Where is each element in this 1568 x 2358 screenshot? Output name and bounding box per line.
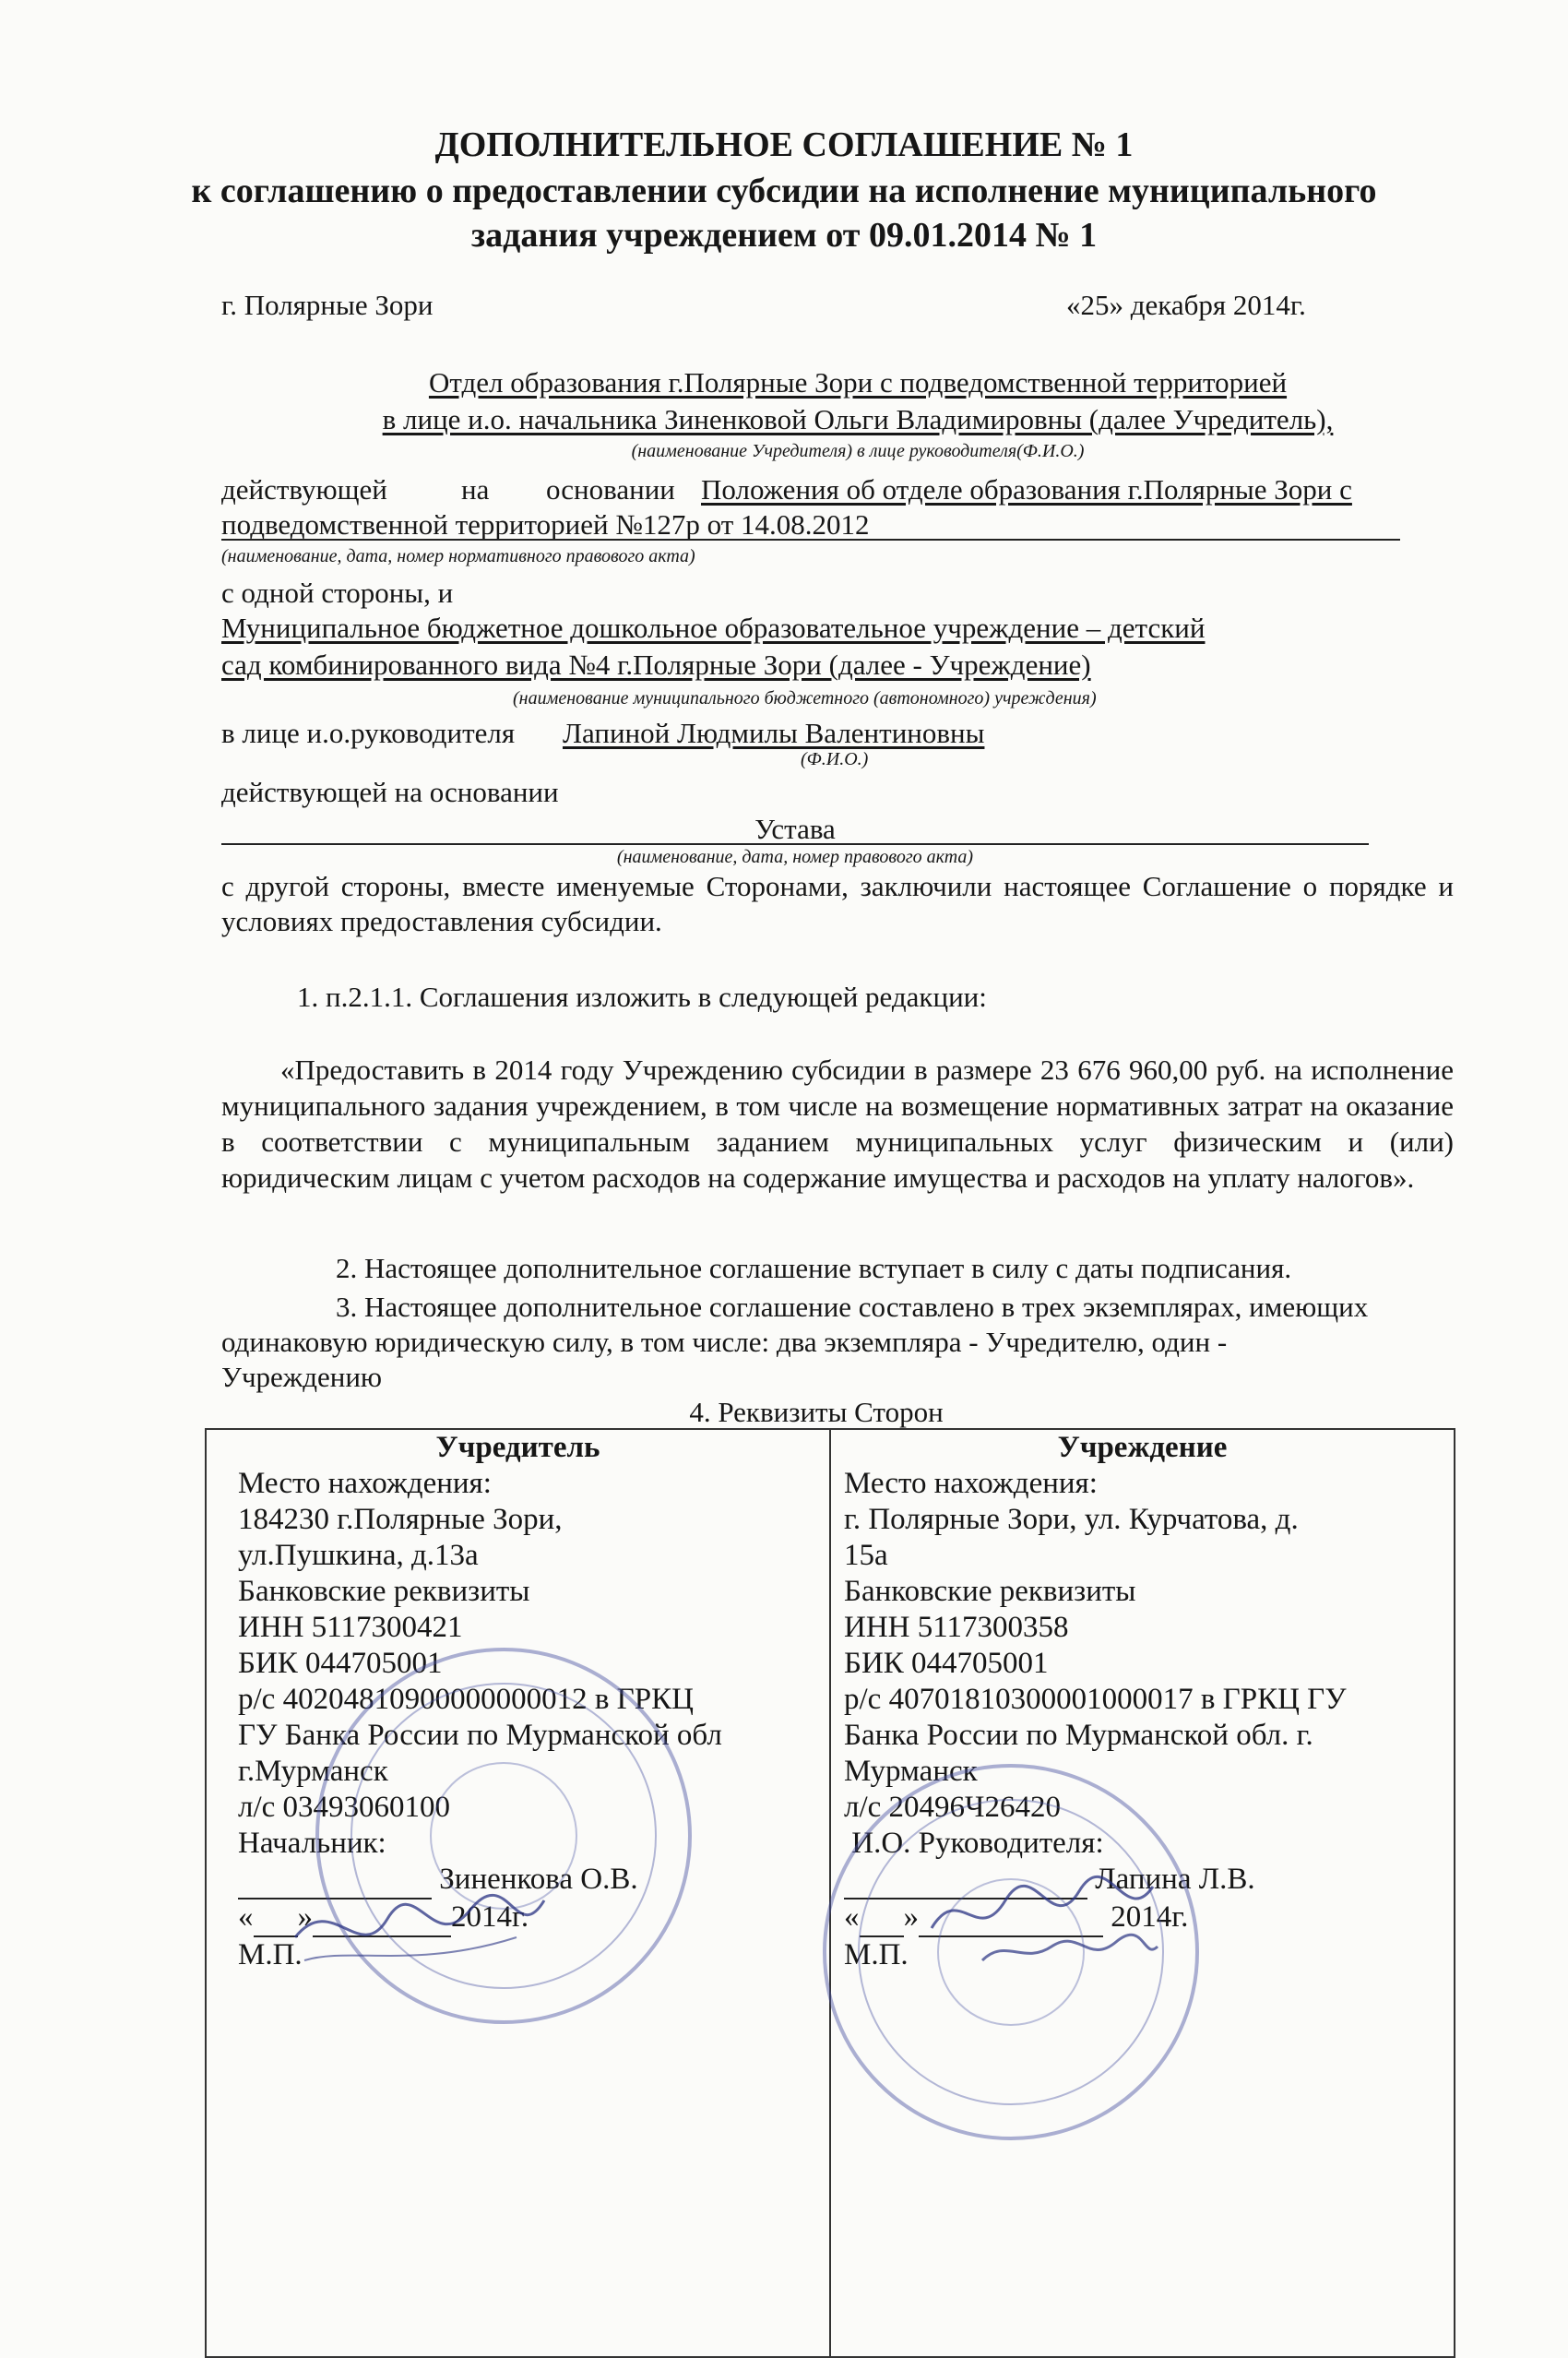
founder-req-line: 184230 г.Полярные Зори, — [238, 1503, 563, 1536]
institution-req-line: 15а — [844, 1539, 888, 1572]
founder-req-line: ул.Пушкина, д.13а — [238, 1539, 479, 1572]
institution-year: 2014г. — [1103, 1900, 1189, 1934]
institution-caption: (наименование муниципального бюджетного (автономного) учреждения) — [513, 688, 1097, 709]
charter: Устава — [754, 813, 836, 845]
institution-mp: М.П. — [844, 1938, 909, 1971]
founder-req-line: Банковские реквизиты — [238, 1575, 530, 1608]
basis-caption: (наименование, дата, номер нормативного правового акта) — [221, 546, 695, 566]
institution-req-line: Банка России по Мурманской обл. г. — [844, 1719, 1313, 1752]
clause-3-line-2: одинаковую юридическую силу, в том числе: два экземпляра - Учредителю, один - — [221, 1326, 1228, 1358]
title-line-2: к соглашению о предоставлении субсидии на исполнение муниципального — [191, 172, 1377, 210]
institution-req-line: Банковские реквизиты — [844, 1575, 1136, 1608]
institution-line-2: сад комбинированного вида №4 г.Полярные Зори (далее - Учреждение) — [221, 649, 1091, 681]
founder-req-line: Место нахождения: — [238, 1467, 492, 1500]
clause-3-line-3: Учреждению — [221, 1361, 383, 1393]
other-side-text: с другой стороны, вместе именуемые Сторонами, заключили настоящее Соглашение о порядке и условиях предоставления субсидии. — [221, 870, 1454, 937]
date-open-quote: « — [844, 1900, 860, 1934]
founder-req-line: р/с 40204810900000000012 в ГРКЦ — [238, 1683, 694, 1716]
acting-basis: действующей на основании — [221, 776, 559, 808]
founder-line-2: в лице и.о. начальника Зиненковой Ольги Владимировны (далее Учредитель), — [382, 403, 1334, 435]
title-line-1: ДОПОЛНИТЕЛЬНОЕ СОГЛАШЕНИЕ № 1 — [434, 125, 1134, 164]
founder-req-line: л/с 03493060100 — [238, 1791, 451, 1824]
date-close-quote: » — [903, 1900, 919, 1934]
founder-sign-name: Зиненкова О.В. — [439, 1863, 638, 1896]
institution-req-line: БИК 044705001 — [844, 1647, 1049, 1680]
date-close-quote: » — [297, 1900, 313, 1934]
founder-caption: (наименование Учредителя) в лице руководителя(Ф.И.О.) — [631, 441, 1085, 461]
founder-heading: Учредитель — [435, 1431, 600, 1464]
clause-4: 4. Реквизиты Сторон — [689, 1396, 944, 1428]
basis-word-2: на — [461, 473, 490, 506]
clause-1: 1. п.2.1.1. Соглашения изложить в следующей редакции: — [297, 981, 987, 1013]
founder-req-line: ГУ Банка России по Мурманской обл — [238, 1719, 722, 1752]
date-open-quote: « — [238, 1900, 254, 1934]
one-side: с одной стороны, и — [221, 577, 454, 609]
founder-signature — [277, 1882, 553, 1983]
clause-1-quote: «Предоставить в 2014 году Учреждению субсидии в размере 23 676 960,00 руб. на исполнение муниципального задания учреждением, в том числе на возмещение нормативных затрат на оказание в соответствии с муниципальным заданием муниципальных услуг физическим и (или) юридическим лицам с учетом расходов на содержание имущества и расходов на уплату налогов». — [221, 1054, 1454, 1194]
institution-req-line: ИНН 5117300358 — [844, 1611, 1069, 1644]
institution-heading: Учреждение — [1057, 1431, 1228, 1464]
founder-req-line: Начальник: — [238, 1827, 386, 1860]
basis-word-1: действующей — [221, 473, 387, 506]
charter-caption: (наименование, дата, номер правового акта) — [616, 847, 974, 867]
founder-req-line: БИК 044705001 — [238, 1647, 443, 1680]
basis-doc-part-2: подведомственной территорией №127р от 14.08.2012 — [221, 508, 870, 541]
institution-req-line: И.О. Руководителя: — [844, 1827, 1104, 1860]
founder-year: 2014г. — [451, 1900, 529, 1934]
clause-3-line-1: 3. Настоящее дополнительное соглашение составлено в трех экземплярах, имеющих — [336, 1291, 1369, 1323]
institution-req-line: л/с 20496Ч26420 — [844, 1791, 1061, 1824]
basis-word-3: основании — [546, 473, 675, 506]
person-name: Лапиной Людмилы Валентиновны — [563, 717, 985, 749]
institution-line-1: Муниципальное бюджетное дошкольное образовательное учреждение – детский — [221, 612, 1206, 644]
institution-req-line: Мурманск — [844, 1755, 978, 1788]
basis-underline — [221, 539, 1400, 541]
basis-doc-part-1: Положения об отделе образования г.Полярные Зори с — [701, 473, 1352, 506]
institution-req-line: р/с 40701810300001000017 в ГРКЦ ГУ — [844, 1683, 1347, 1716]
place: г. Полярные Зори — [221, 289, 434, 321]
founder-mp: М.П. — [238, 1938, 303, 1971]
person-prefix: в лице и.о.руководителя — [221, 717, 516, 749]
date: «25» декабря 2014г. — [1066, 289, 1306, 321]
founder-req-line: ИНН 5117300421 — [238, 1611, 463, 1644]
institution-sign-name: Лапина Л.В. — [1095, 1863, 1255, 1896]
charter-underline — [221, 843, 1369, 845]
founder-req-line: г.Мурманск — [238, 1755, 388, 1788]
founder-line-1: Отдел образования г.Полярные Зори с подведомственной территорией — [428, 366, 1288, 399]
title-line-3: задания учреждением от 09.01.2014 № 1 — [470, 216, 1098, 255]
institution-date-handwriting — [978, 1928, 1162, 1974]
institution-req-line: Место нахождения: — [844, 1467, 1098, 1500]
person-caption: (Ф.И.О.) — [801, 749, 869, 769]
institution-req-line: г. Полярные Зори, ул. Курчатова, д. — [844, 1503, 1299, 1536]
clause-2: 2. Настоящее дополнительное соглашение вступает в силу с даты подписания. — [336, 1252, 1292, 1284]
